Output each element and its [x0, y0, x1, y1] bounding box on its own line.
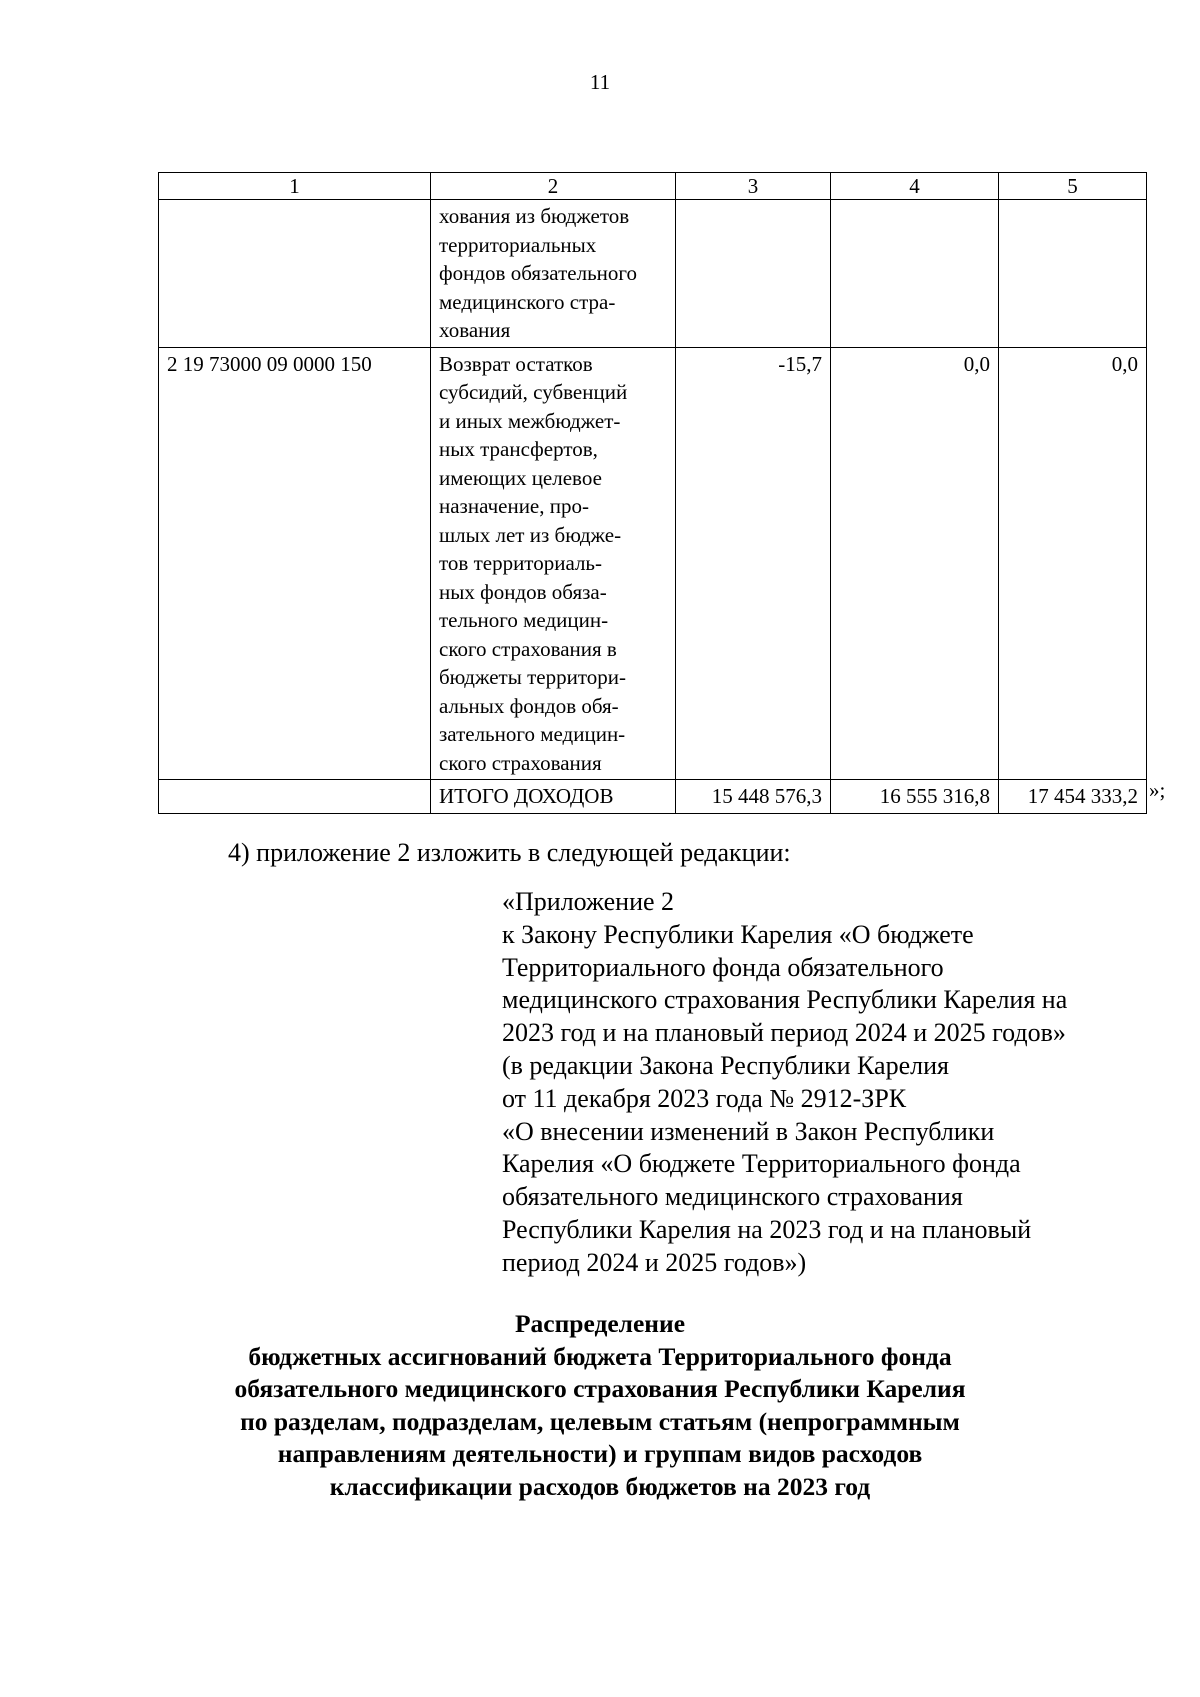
appendix-line: Территориального фонда обязательного: [502, 952, 944, 982]
appendix-line: Карелия «О бюджете Территориального фонда: [502, 1149, 1021, 1179]
total-row: [159, 780, 1147, 814]
table-header-row: [159, 173, 1147, 200]
column-number-4: 4: [831, 173, 999, 200]
revenue-table: [158, 172, 1147, 814]
appendix-line: Республики Карелия на 2023 год и на плановый: [502, 1214, 1032, 1244]
table-row: [159, 200, 1147, 348]
value-2023-cell: -15,7: [676, 347, 831, 780]
column-number-2: 2: [431, 173, 676, 200]
total-2024-cell: 16 555 316,8: [831, 780, 999, 814]
value-2023-cell: [676, 200, 831, 348]
table-row: [159, 347, 1147, 780]
budget-code-cell: [159, 200, 431, 348]
total-label-cell: ИТОГО ДОХОДОВ: [431, 780, 676, 814]
column-number-5: 5: [999, 173, 1147, 200]
description-cell: Возврат остатков субсидий, субвенций и иных межбюджет- ных трансфертов, имеющих целевое назначение, про- шлых лет из бюдже- тов территориаль- ных фондов обяза- тельного медицин- ского страхования в бюджеты территори- альных фондов обя- зательного медицин- ского страхования: [431, 347, 676, 780]
heading-line: классификации расходов бюджетов на 2023 год: [329, 1471, 871, 1501]
column-number-1: 1: [159, 173, 431, 200]
total-2023-cell: 15 448 576,3: [676, 780, 831, 814]
appendix-line: обязательного медицинского страхования: [502, 1182, 963, 1212]
appendix-line: 2023 год и на плановый период 2024 и 2025 годов»: [502, 1018, 1066, 1048]
table-closing-quote: »;: [1149, 778, 1166, 802]
appendix-line: к Закону Республики Карелия «О бюджете: [502, 919, 974, 949]
heading-line: обязательного медицинского страхования Республики Карелия: [234, 1374, 966, 1403]
appendix-line: период 2024 и 2025 годов»): [502, 1247, 807, 1277]
appendix-line: «О внесении изменений в Закон Республики: [502, 1116, 995, 1146]
appendix-line: «Приложение 2: [502, 887, 675, 916]
heading-line: Распределение: [514, 1309, 686, 1338]
value-2025-cell: 0,0: [999, 347, 1147, 780]
amendment-item-4: 4) приложение 2 изложить в следующей редакции:: [228, 838, 791, 867]
budget-code-cell: 2 19 73000 09 0000 150: [159, 347, 431, 780]
value-2025-cell: [999, 200, 1147, 348]
heading-line: направлениям деятельности) и группам видов расходов: [277, 1439, 923, 1468]
value-2024-cell: 0,0: [831, 347, 999, 780]
value-2024-cell: [831, 200, 999, 348]
budget-code-cell: [159, 780, 431, 814]
appendix-line: от 11 декабря 2023 года № 2912-ЗРК: [502, 1083, 907, 1113]
distribution-heading: [0, 1308, 1200, 1503]
total-2025-cell: 17 454 333,2: [999, 780, 1147, 814]
description-cell: хования из бюджетов территориальных фондов обязательного медицинского стра- хования: [431, 200, 676, 348]
appendix-header-block: [502, 886, 1192, 1280]
appendix-line: медицинского страхования Республики Карелия на: [502, 985, 1068, 1015]
page-number: 11: [589, 70, 611, 94]
heading-line: бюджетных ассигнований бюджета Территориального фонда: [248, 1341, 952, 1371]
heading-line: по разделам, подразделам, целевым статьям (непрограммным: [240, 1406, 960, 1436]
appendix-line: (в редакции Закона Республики Карелия: [502, 1050, 949, 1080]
column-number-3: 3: [676, 173, 831, 200]
